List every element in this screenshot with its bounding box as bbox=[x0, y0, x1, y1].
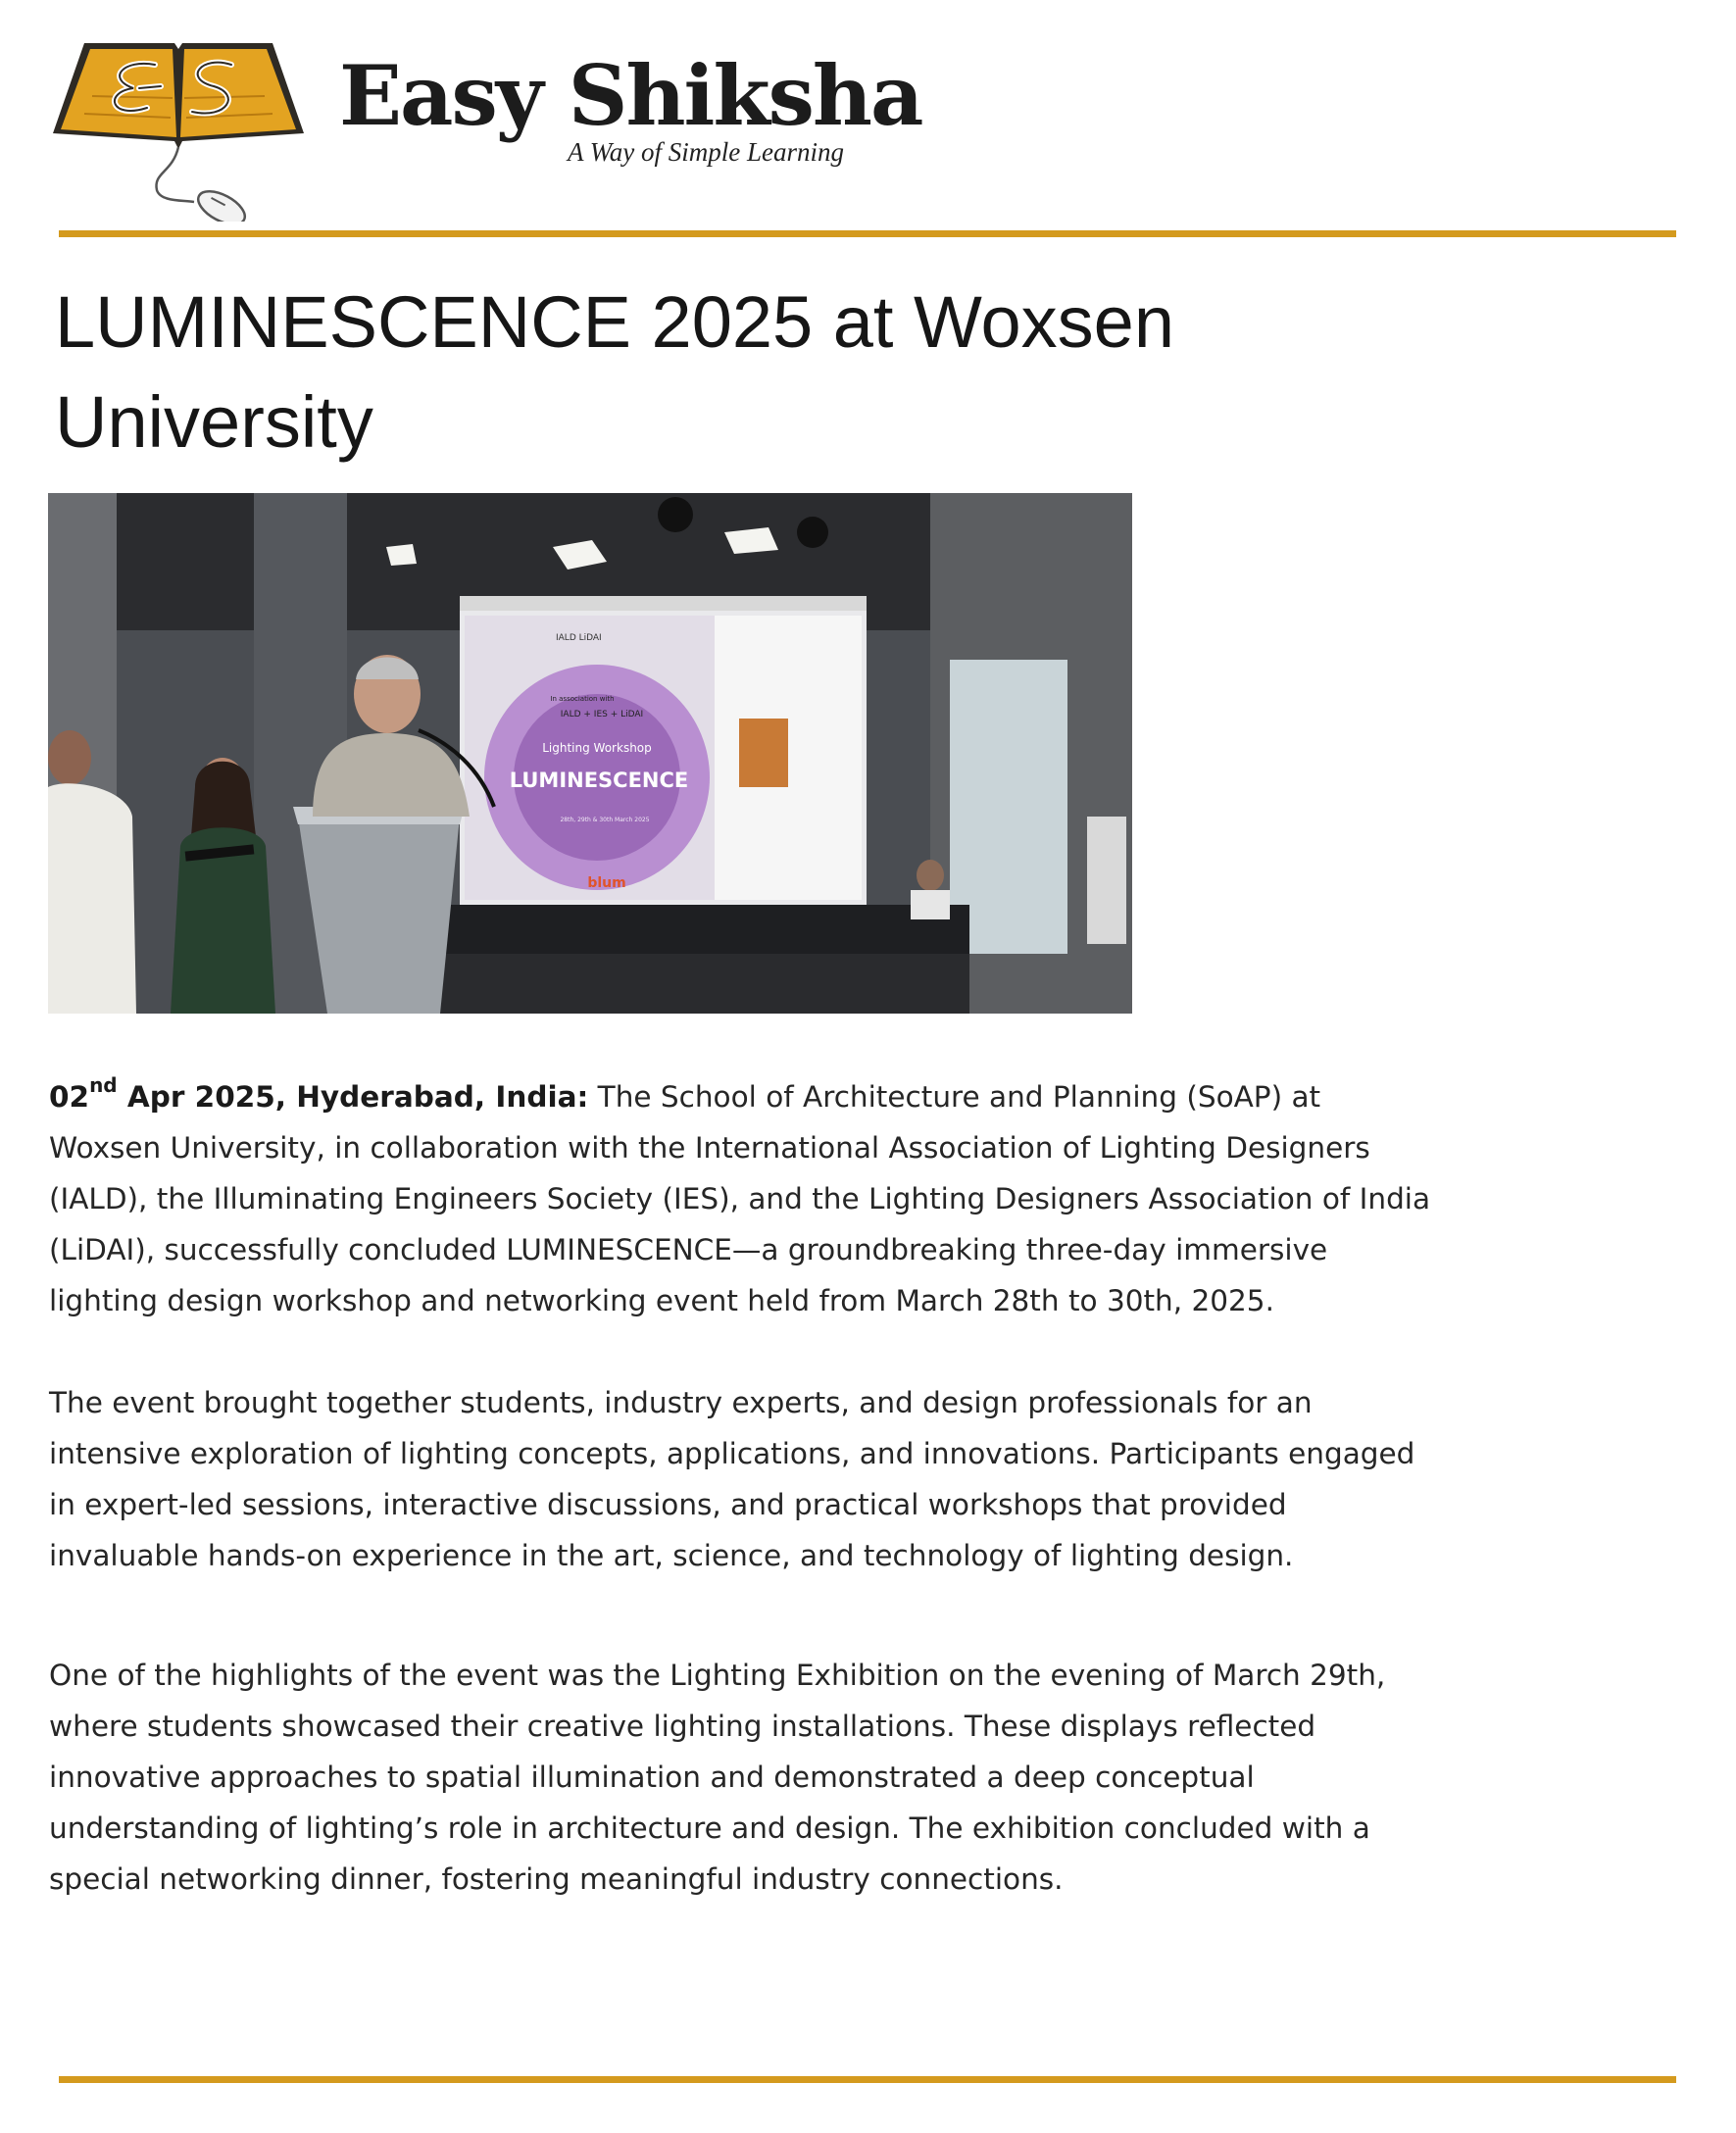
article-title: LUMINESCENCE 2025 at Woxsen University bbox=[55, 281, 1174, 463]
easy-shiksha-logo[interactable] bbox=[45, 35, 922, 222]
paragraph-1-text: The School of Architecture and Planning (SoAP) at Woxsen University, in collaboration with the International Association of Lighting Designers (IALD), the Illuminating Engineers Society (IES), and the Lighting Designers Association of India (LiDAI), successfully concluded LUMINESCENCE—a groundbreaking three-day immersive lighting design workshop and networking event held from March 28th to 30th, 2025. bbox=[49, 1080, 1431, 1317]
article-paragraph-3: One of the highlights of the event was the Lighting Exhibition on the evening of March 29th, where students showcased their creative lighting installations. These displays reflected innovative approaches to spatial illumination and demonstrated a deep conceptual understanding of lighting’s role in architecture and design. The exhibition concluded with a special networking dinner, fostering meaningful industry connections. bbox=[49, 1659, 1386, 1896]
screen-subtitle: Lighting Workshop bbox=[542, 741, 652, 755]
article-paragraph-1 bbox=[49, 1071, 1441, 1326]
screen-top-logos: IALD LiDAI bbox=[556, 633, 602, 643]
screen-sponsor: blum bbox=[587, 875, 626, 891]
screen-intro: In association with bbox=[550, 695, 615, 703]
event-photo bbox=[48, 493, 1132, 1014]
brand-name: Easy Shiksha bbox=[339, 47, 922, 144]
dateline-suffix: nd bbox=[89, 1073, 118, 1098]
header-divider bbox=[59, 230, 1676, 237]
article-paragraph-2: The event brought together students, industry experts, and design professionals for an intensive exploration of lighting concepts, applications, and innovations. Participants engaged in expert-led sessions, interactive discussions, and practical workshops that provided invaluable hands-on experience in the art, science, and technology of lighting design. bbox=[49, 1386, 1415, 1572]
open-book-mouse-icon bbox=[45, 35, 312, 222]
brand-tagline: A Way of Simple Learning bbox=[568, 137, 844, 167]
dateline bbox=[49, 1073, 589, 1114]
screen-dates: 28th, 29th & 30th March 2025 bbox=[560, 817, 650, 823]
dateline-rest: Apr 2025, Hyderabad, India: bbox=[117, 1080, 589, 1114]
dateline-day: 02 bbox=[49, 1080, 90, 1114]
footer-divider bbox=[59, 2076, 1676, 2083]
screen-orgs: IALD + IES + LiDAI bbox=[560, 710, 644, 719]
screen-event-name: LUMINESCENCE bbox=[509, 769, 689, 792]
article-body bbox=[49, 1071, 1441, 1905]
